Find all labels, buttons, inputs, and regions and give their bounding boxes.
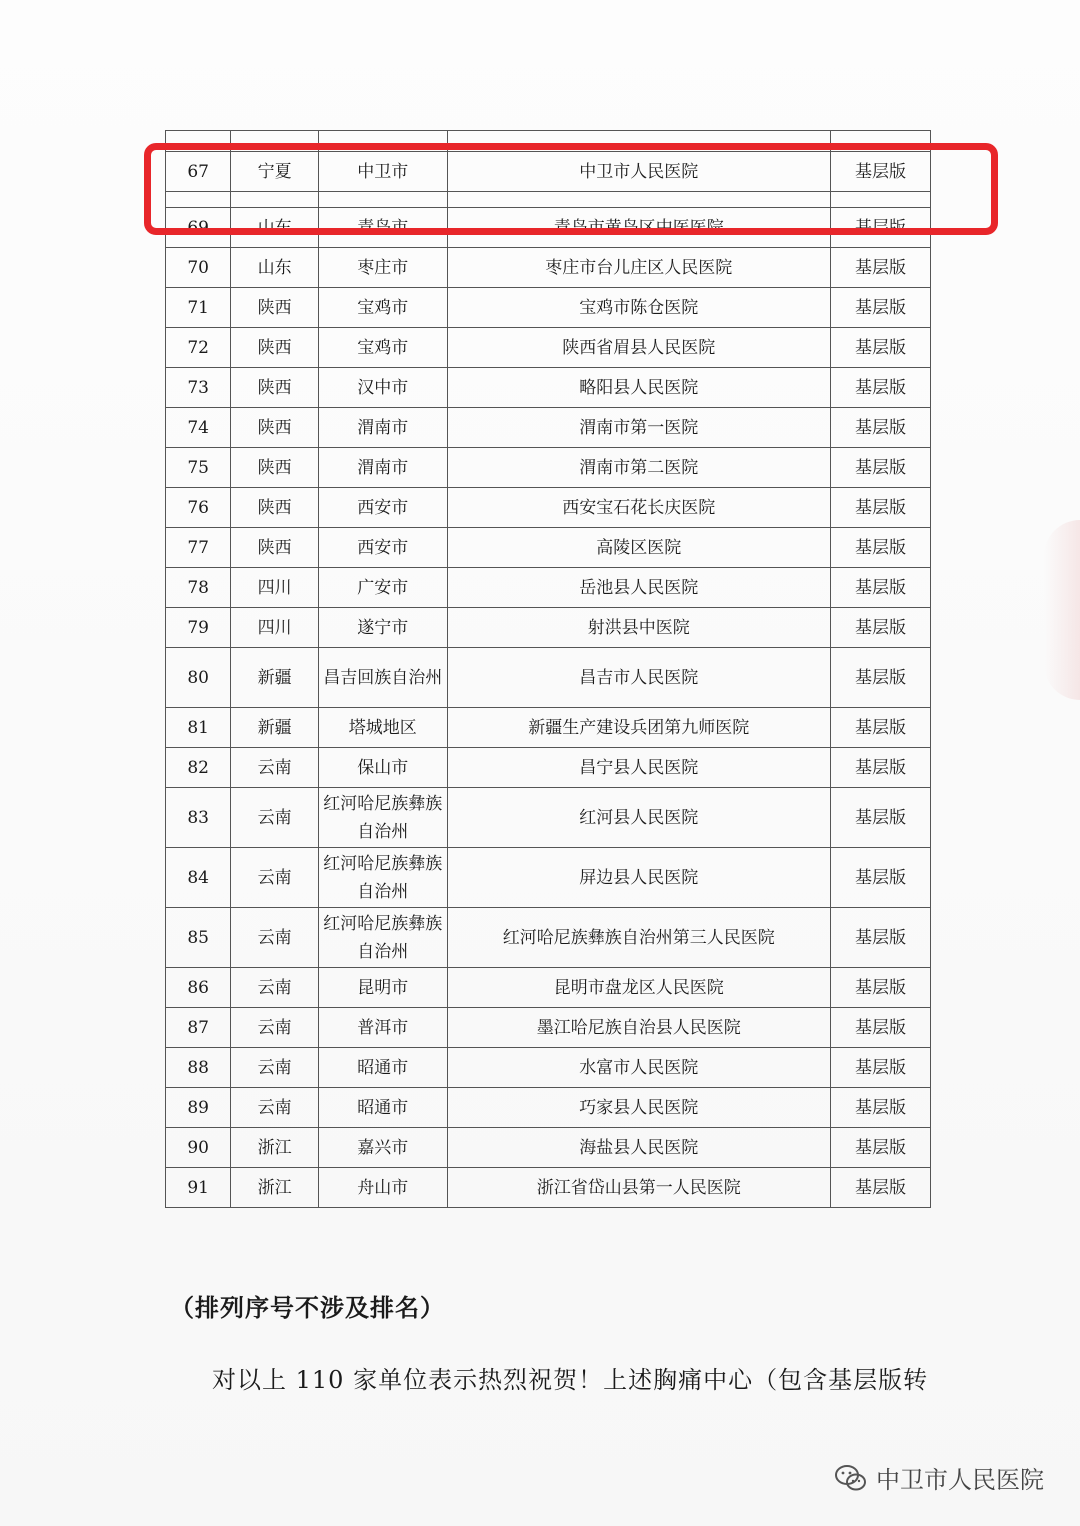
- cell-version: 基层版: [831, 152, 931, 192]
- cell-city: 昆明市: [318, 968, 447, 1008]
- cell-version: 基层版: [831, 208, 931, 248]
- cell-no: [166, 131, 231, 152]
- cell-province: 云南: [231, 1008, 319, 1048]
- cell-hospital: 岳池县人民医院: [447, 568, 831, 608]
- cell-province: 陕西: [231, 368, 319, 408]
- cell-version: 基层版: [831, 408, 931, 448]
- cell-no: 69: [166, 208, 231, 248]
- cell-province: 新疆: [231, 708, 319, 748]
- cell-version: 基层版: [831, 448, 931, 488]
- cell-no: [166, 192, 231, 208]
- table-row: [166, 848, 931, 908]
- table-row: [166, 568, 931, 608]
- cell-city: 西安市: [318, 528, 447, 568]
- cell-province: 浙江: [231, 1128, 319, 1168]
- cell-province: 陕西: [231, 448, 319, 488]
- table-row: [166, 968, 931, 1008]
- table-row: [166, 648, 931, 708]
- table-row: [166, 328, 931, 368]
- cell-city: 昭通市: [318, 1048, 447, 1088]
- stamp-edge: [1044, 520, 1080, 700]
- wechat-icon: [834, 1463, 868, 1493]
- cell-no: 86: [166, 968, 231, 1008]
- cell-province: 四川: [231, 568, 319, 608]
- table-row-partial-top: [166, 131, 931, 152]
- table-row: [166, 368, 931, 408]
- cell-no: 85: [166, 908, 231, 968]
- cell-version: 基层版: [831, 288, 931, 328]
- table-row: [166, 708, 931, 748]
- cell-city: 红河哈尼族彝族自治州: [318, 848, 447, 908]
- cell-version: 基层版: [831, 1128, 931, 1168]
- cell-no: 80: [166, 648, 231, 708]
- cell-version: 基层版: [831, 608, 931, 648]
- cell-province: 宁夏: [231, 152, 319, 192]
- cell-city: 舟山市: [318, 1168, 447, 1208]
- cell-version: 基层版: [831, 848, 931, 908]
- watermark-text: 中卫市人民医院: [876, 1466, 1044, 1494]
- table-row: [166, 1008, 931, 1048]
- table-row: [166, 208, 931, 248]
- congratulation-paragraph: 对以上 110 家单位表示热烈祝贺！上述胸痛中心（包含基层版转: [212, 1366, 929, 1394]
- cell-no: 74: [166, 408, 231, 448]
- cell-city: 汉中市: [318, 368, 447, 408]
- ranking-note: （排列序号不涉及排名）: [170, 1293, 445, 1322]
- cell-no: 67: [166, 152, 231, 192]
- cell-city: 渭南市: [318, 408, 447, 448]
- table-row: [166, 448, 931, 488]
- cell-hospital: 墨江哈尼族自治县人民医院: [447, 1008, 831, 1048]
- cell-hospital: 渭南市第二医院: [447, 448, 831, 488]
- cell-hospital: 红河县人民医院: [447, 788, 831, 848]
- cell-city: 昌吉回族自治州: [318, 648, 447, 708]
- cell-no: 84: [166, 848, 231, 908]
- cell-no: 71: [166, 288, 231, 328]
- cell-province: [231, 192, 319, 208]
- table-row: [166, 1048, 931, 1088]
- table-row: [166, 748, 931, 788]
- cell-no: 78: [166, 568, 231, 608]
- cell-version: 基层版: [831, 1048, 931, 1088]
- cell-province: 云南: [231, 1088, 319, 1128]
- cell-province: 山东: [231, 248, 319, 288]
- cell-hospital: 射洪县中医院: [447, 608, 831, 648]
- cell-city: 西安市: [318, 488, 447, 528]
- cell-city: 宝鸡市: [318, 288, 447, 328]
- table-row: [166, 248, 931, 288]
- cell-version: 基层版: [831, 748, 931, 788]
- cell-version: 基层版: [831, 568, 931, 608]
- cell-hospital: 新疆生产建设兵团第九师医院: [447, 708, 831, 748]
- hospital-table-body: [166, 131, 931, 1208]
- cell-province: 新疆: [231, 648, 319, 708]
- table-row-obscured: [166, 192, 931, 208]
- cell-city: 枣庄市: [318, 248, 447, 288]
- table-row: [166, 788, 931, 848]
- table-row: [166, 1168, 931, 1208]
- cell-hospital: [447, 192, 831, 208]
- cell-no: 82: [166, 748, 231, 788]
- cell-province: 四川: [231, 608, 319, 648]
- cell-city: 渭南市: [318, 448, 447, 488]
- cell-no: 72: [166, 328, 231, 368]
- cell-hospital: 红河哈尼族彝族自治州第三人民医院: [447, 908, 831, 968]
- table-row: [166, 908, 931, 968]
- cell-version: 基层版: [831, 648, 931, 708]
- cell-city: 普洱市: [318, 1008, 447, 1048]
- cell-no: 77: [166, 528, 231, 568]
- watermark: [834, 1460, 1044, 1495]
- cell-no: 73: [166, 368, 231, 408]
- cell-province: 云南: [231, 1048, 319, 1088]
- cell-version: 基层版: [831, 1088, 931, 1128]
- cell-province: 山东: [231, 208, 319, 248]
- cell-hospital: 屏边县人民医院: [447, 848, 831, 908]
- cell-city: 塔城地区: [318, 708, 447, 748]
- cell-province: 云南: [231, 908, 319, 968]
- cell-hospital: 高陵区医院: [447, 528, 831, 568]
- cell-version: [831, 192, 931, 208]
- cell-hospital: 水富市人民医院: [447, 1048, 831, 1088]
- cell-no: 87: [166, 1008, 231, 1048]
- cell-province: [231, 131, 319, 152]
- cell-city: 嘉兴市: [318, 1128, 447, 1168]
- cell-version: 基层版: [831, 488, 931, 528]
- cell-hospital: 昆明市盘龙区人民医院: [447, 968, 831, 1008]
- cell-no: 79: [166, 608, 231, 648]
- cell-no: 88: [166, 1048, 231, 1088]
- cell-version: 基层版: [831, 368, 931, 408]
- cell-no: 75: [166, 448, 231, 488]
- cell-hospital: 巧家县人民医院: [447, 1088, 831, 1128]
- cell-city: 红河哈尼族彝族自治州: [318, 908, 447, 968]
- cell-hospital: 中卫市人民医院: [447, 152, 831, 192]
- cell-city: [318, 131, 447, 152]
- cell-city: 昭通市: [318, 1088, 447, 1128]
- cell-hospital: 昌吉市人民医院: [447, 648, 831, 708]
- cell-version: 基层版: [831, 708, 931, 748]
- cell-hospital: 略阳县人民医院: [447, 368, 831, 408]
- cell-version: 基层版: [831, 1168, 931, 1208]
- cell-no: 70: [166, 248, 231, 288]
- cell-province: 陕西: [231, 488, 319, 528]
- cell-version: 基层版: [831, 968, 931, 1008]
- cell-hospital: 海盐县人民医院: [447, 1128, 831, 1168]
- cell-province: 陕西: [231, 408, 319, 448]
- cell-city: 宝鸡市: [318, 328, 447, 368]
- cell-version: 基层版: [831, 908, 931, 968]
- cell-province: 云南: [231, 788, 319, 848]
- cell-no: 76: [166, 488, 231, 528]
- cell-hospital: 昌宁县人民医院: [447, 748, 831, 788]
- cell-hospital: 青岛市黄岛区中医医院: [447, 208, 831, 248]
- cell-hospital: 西安宝石花长庆医院: [447, 488, 831, 528]
- cell-province: 云南: [231, 748, 319, 788]
- cell-no: 89: [166, 1088, 231, 1128]
- table-row: [166, 152, 931, 192]
- table-row: [166, 1128, 931, 1168]
- cell-province: 陕西: [231, 528, 319, 568]
- cell-no: 91: [166, 1168, 231, 1208]
- cell-hospital: 枣庄市台儿庄区人民医院: [447, 248, 831, 288]
- table-row: [166, 408, 931, 448]
- table-row: [166, 528, 931, 568]
- cell-province: 云南: [231, 848, 319, 908]
- table-row: [166, 488, 931, 528]
- cell-version: 基层版: [831, 788, 931, 848]
- cell-province: 浙江: [231, 1168, 319, 1208]
- cell-hospital: [447, 131, 831, 152]
- table-row: [166, 288, 931, 328]
- cell-hospital: 宝鸡市陈仓医院: [447, 288, 831, 328]
- cell-hospital: 陕西省眉县人民医院: [447, 328, 831, 368]
- cell-hospital: 浙江省岱山县第一人民医院: [447, 1168, 831, 1208]
- cell-city: 广安市: [318, 568, 447, 608]
- cell-version: 基层版: [831, 1008, 931, 1048]
- cell-city: 红河哈尼族彝族自治州: [318, 788, 447, 848]
- cell-city: [318, 192, 447, 208]
- hospital-table: [165, 130, 931, 1208]
- table-row: [166, 608, 931, 648]
- cell-province: 云南: [231, 968, 319, 1008]
- cell-city: 遂宁市: [318, 608, 447, 648]
- cell-province: 陕西: [231, 328, 319, 368]
- cell-version: 基层版: [831, 528, 931, 568]
- cell-province: 陕西: [231, 288, 319, 328]
- cell-no: 81: [166, 708, 231, 748]
- cell-version: 基层版: [831, 328, 931, 368]
- table-row: [166, 1088, 931, 1128]
- cell-no: 83: [166, 788, 231, 848]
- cell-hospital: 渭南市第一医院: [447, 408, 831, 448]
- cell-version: 基层版: [831, 248, 931, 288]
- cell-city: 青岛市: [318, 208, 447, 248]
- cell-city: 中卫市: [318, 152, 447, 192]
- cell-version: [831, 131, 931, 152]
- cell-city: 保山市: [318, 748, 447, 788]
- cell-no: 90: [166, 1128, 231, 1168]
